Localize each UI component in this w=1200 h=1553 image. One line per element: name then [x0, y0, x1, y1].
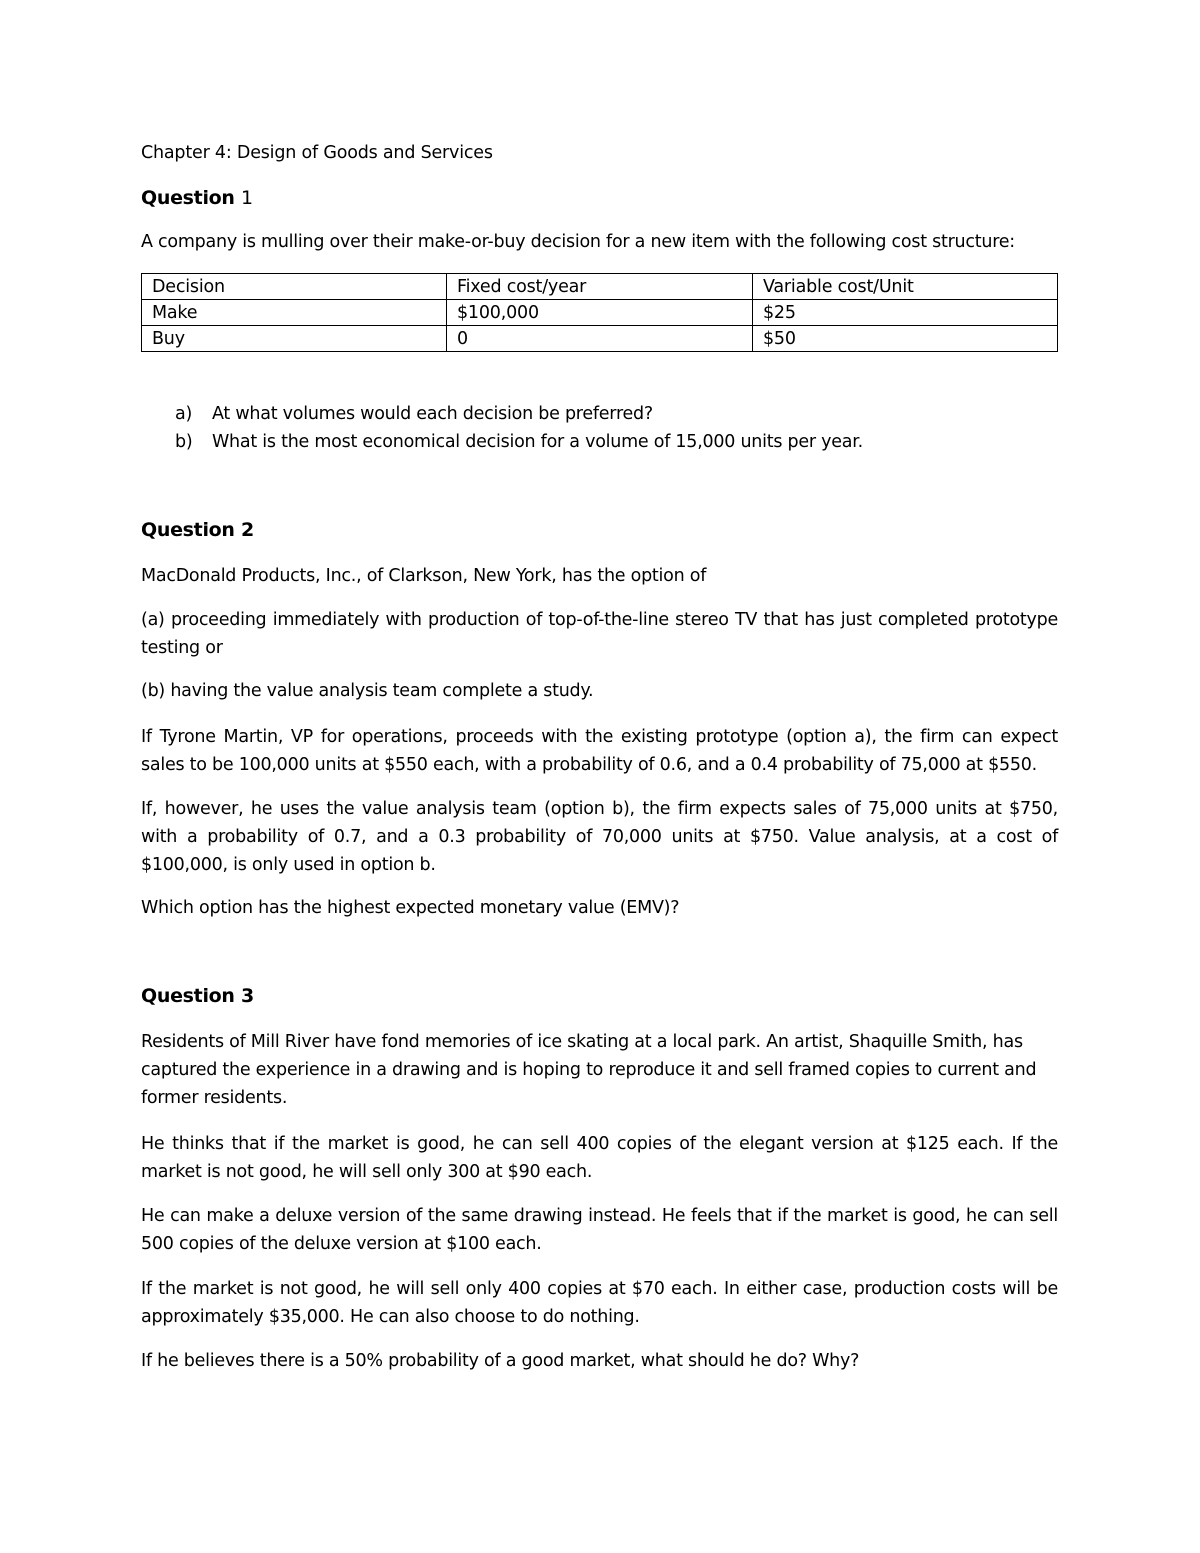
question-3-paragraph: If the market is not good, he will sell only 400 copies at $70 each. In either case, production costs will be approximately $35,000. He can also choose to do nothing.: [141, 1279, 1058, 1327]
table-header-cell: Decision: [142, 274, 447, 300]
list-text: At what volumes would each decision be preferred?: [212, 404, 653, 424]
question-3-number: 3: [240, 985, 254, 1007]
question-2-label: Question: [141, 519, 235, 541]
question-3-paragraph: If he believes there is a 50% probability of a good market, what should he do? Why?: [141, 1351, 860, 1371]
table-header-row: [142, 274, 1058, 300]
cost-structure-table: [141, 273, 1058, 352]
question-3-heading: [141, 985, 254, 1007]
list-marker: b): [175, 432, 193, 452]
question-2-heading: [141, 519, 254, 541]
table-cell: $25: [753, 300, 1058, 326]
table-cell: 0: [447, 326, 753, 352]
list-marker: a): [175, 404, 193, 424]
question-2-paragraph: (a) proceeding immediately with production of top-of-the-line stereo TV that has just completed prototype testing or: [141, 610, 1058, 658]
question-3-label: Question: [141, 985, 235, 1007]
table-cell: Make: [142, 300, 447, 326]
question-2-paragraph: Which option has the highest expected monetary value (EMV)?: [141, 898, 680, 918]
question-2-paragraph: MacDonald Products, Inc., of Clarkson, New York, has the option of: [141, 566, 707, 586]
question-1-label: Question: [141, 187, 235, 209]
list-text: What is the most economical decision for a volume of 15,000 units per year.: [212, 432, 863, 452]
question-1-intro: A company is mulling over their make-or-buy decision for a new item with the following cost structure:: [141, 232, 1015, 252]
question-3-paragraph: He thinks that if the market is good, he can sell 400 copies of the elegant version at $125 each. If the market is not good, he will sell only 300 at $90 each.: [141, 1134, 1058, 1182]
table-cell: $50: [753, 326, 1058, 352]
question-1-heading: [141, 187, 253, 209]
table-header-cell: Variable cost/Unit: [753, 274, 1058, 300]
question-2-paragraph: If Tyrone Martin, VP for operations, proceeds with the existing prototype (option a), the firm can expect sales to be 100,000 units at $550 each, with a probability of 0.6, and a 0.4 probability of 75,000 at $550.: [141, 727, 1058, 775]
question-2-paragraph: If, however, he uses the value analysis team (option b), the firm expects sales of 75,000 units at $750, with a probability of 0.7, and a 0.3 probability of 70,000 units at $750. Value analysis, at a cost of $100,000, is only used in option b.: [141, 799, 1058, 875]
table-row: [142, 326, 1058, 352]
table-row: [142, 300, 1058, 326]
question-3-paragraph: He can make a deluxe version of the same drawing instead. He feels that if the market is good, he can sell 500 copies of the deluxe version at $100 each.: [141, 1206, 1058, 1254]
question-2-paragraph: (b) having the value analysis team complete a study.: [141, 681, 594, 701]
table-cell: $100,000: [447, 300, 753, 326]
table-header-cell: Fixed cost/year: [447, 274, 753, 300]
question-3-paragraph: Residents of Mill River have fond memories of ice skating at a local park. An artist, Shaquille Smith, has captured the experience in a drawing and is hoping to reproduce it and sell framed copies to current and former residents.: [141, 1032, 1037, 1108]
chapter-title: Chapter 4: Design of Goods and Services: [141, 143, 493, 163]
question-1-number: 1: [240, 187, 253, 209]
question-2-number: 2: [240, 519, 254, 541]
table-cell: Buy: [142, 326, 447, 352]
